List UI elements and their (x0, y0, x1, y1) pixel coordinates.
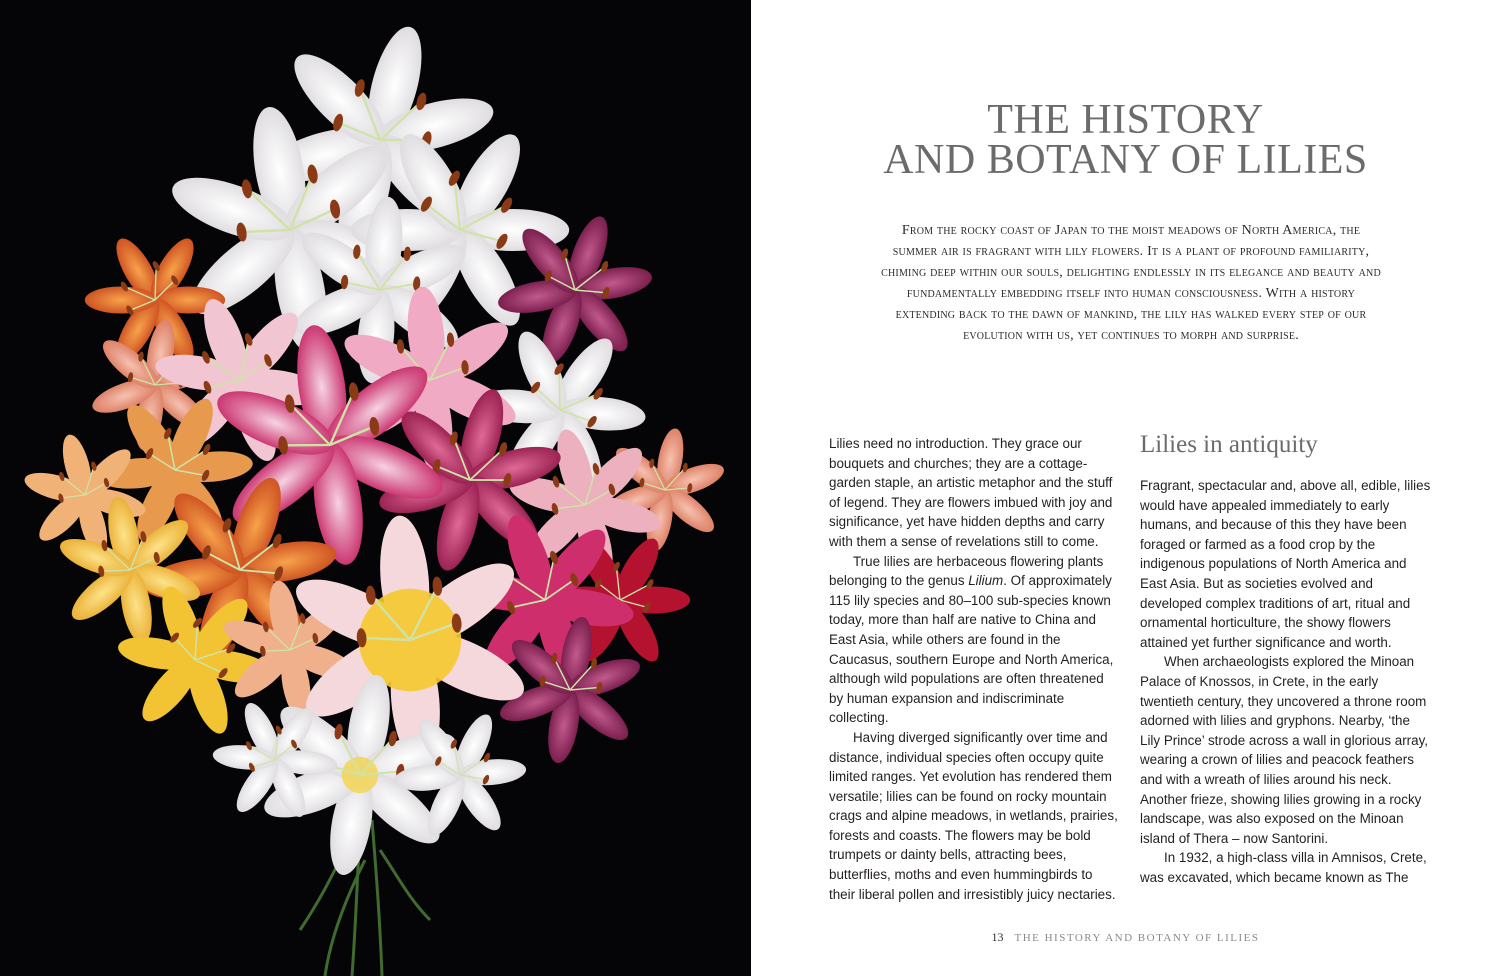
body-paragraph (829, 552, 1121, 728)
body-paragraph: Having diverged significantly over time and distance, individual species often occupy quite limited ranges. Yet evolution has rendered them versatile; lilies can be found on rocky mountain crags and alpine meadows, in wetlands, prairies, forests and coasts. The flowers may be bold trumpets or dainty bells, attracting bees, butterflies, moths and even hummingbirds to their liberal pollen and irresistibly juicy nectaries. (829, 729, 1118, 902)
body-text: True lilies are herbaceous flowering plants belonging to the genus (829, 553, 1104, 589)
body-text: . Of approximately 115 lily species and 80–100 sub-species known today, more than half are native to China and East Asia, while others are found in the Caucasus, southern Europe and North America, although wild populations are often threatened by human expansion and indiscriminate collecting. (829, 573, 1114, 726)
genus-name: Lilium (968, 573, 1004, 589)
body-paragraph: When archaeologists explored the Minoan Palace of Knossos, in Crete, in the early twentieth century, they uncovered a throne room adorned with lilies and gryphons. Nearby, ‘the Lily Prince’ strode across a wall in glorious array, wearing a crown of lilies and peacock feathers and with a wreath of lilies around his neck. Another frieze, showing lilies growing in a rocky landscape, was also exposed on the Minoan island of Thera – now Santorini. (1140, 654, 1429, 846)
body-paragraph: Lilies need no introduction. They grace our bouquets and churches; they are a cottage-garden staple, an artistic metaphor and the stuff of legend. They are flowers imbued with joy and significance, yet have hidden depths and carry with them a sense of revelations still to come. (829, 436, 1113, 549)
chapter-title-line-2: AND BOTANY OF LILIES (883, 137, 1368, 183)
running-head: THE HISTORY AND BOTANY OF LILIES (1014, 932, 1260, 944)
page-number: 13 (991, 930, 1004, 944)
body-column-right (1140, 431, 1432, 887)
chapter-title-line-1: THE HISTORY (987, 97, 1264, 143)
text-page (751, 0, 1500, 976)
body-column-left (829, 434, 1121, 904)
page-footer (751, 930, 1500, 945)
body-paragraph: Fragrant, spectacular and, above all, edible, lilies would have appealed immediately to early humans, and because of this they have been foraged or farmed as a food crop by the indigenous populations of North America and East Asia. But as societies evolved and developed complex traditions of art, ritual and ornamental horticulture, the showy flowers attained yet further significance and worth. (1140, 478, 1431, 650)
intro-paragraph: From the rocky coast of Japan to the moist meadows of North America, the summer air is fragrant with lily flowers. It is a plant of profound familiarity, chiming deep within our souls, delighting endlessly in its elegance and beauty and fundamentally embedding itself into human consciousness. With a history extending back to the dawn of mankind, the lily has walked every step of our evolution with us, yet continues to morph and surprise. (881, 223, 1381, 343)
section-heading: Lilies in antiquity (1140, 431, 1318, 458)
chapter-title (751, 97, 1500, 183)
body-paragraph: In 1932, a high-class villa in Amnisos, Crete, was excavated, which became known as The (1140, 850, 1427, 885)
